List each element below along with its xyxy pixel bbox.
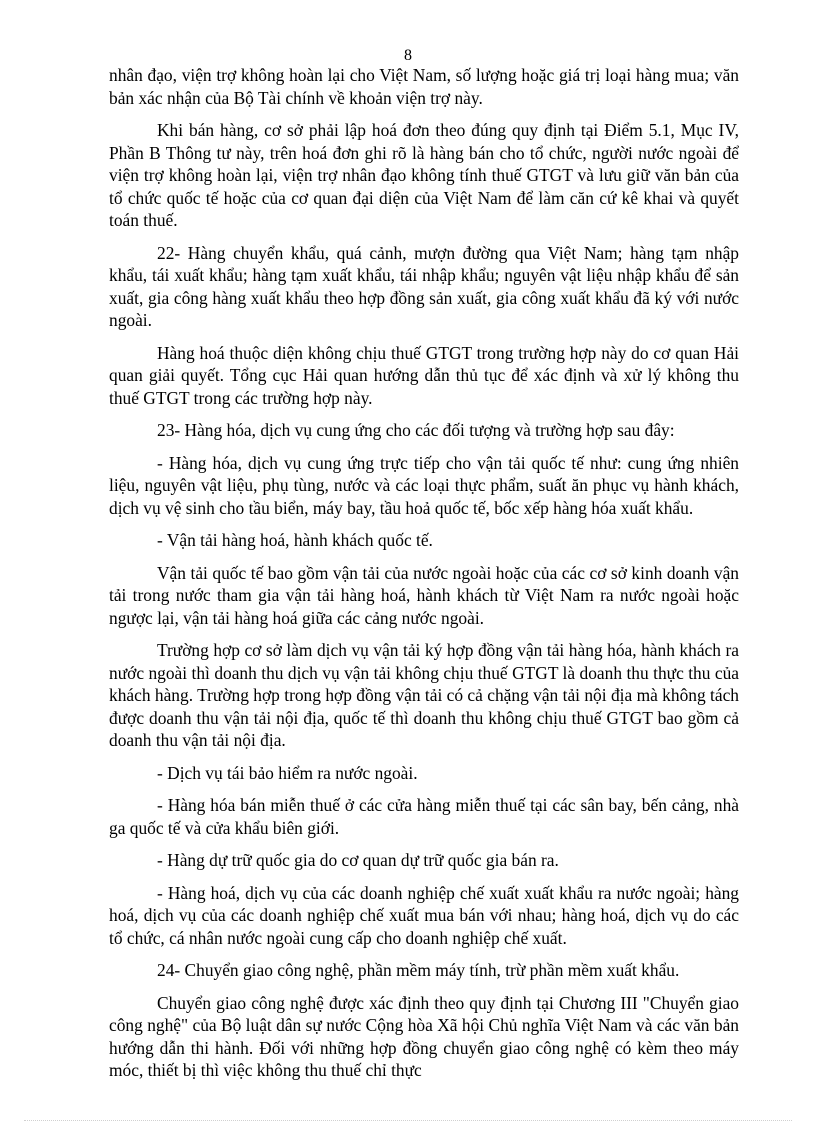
paragraph-customs: Hàng hoá thuộc diện không chịu thuế GTGT trong trường hợp này do cơ quan Hải quan giải quyết. Tổng cục Hải quan hướng dẫn thủ tục để xác định và xử lý không thu thuế GTGT trong các trường hợp này. — [109, 342, 739, 408]
paragraph-tech-transfer: Chuyển giao công nghệ được xác định theo quy định tại Chương III "Chuyển giao công nghệ" của Bộ luật dân sự nước Cộng hòa Xã hội Chủ nghĩa Việt Nam và các văn bản hướng dẫn thi hành. Đối với những hợp đồng chuyển giao công nghệ có kèm theo máy móc, thiết bị thì việc không thu thuế chỉ thực — [109, 992, 739, 1080]
paragraph-item-22: 22- Hàng chuyển khẩu, quá cảnh, mượn đường qua Việt Nam; hàng tạm nhập khẩu, tái xuất khẩu; hàng tạm xuất khẩu, tái nhập khẩu; nguyên vật liệu nhập khẩu để sản xuất, gia công hàng xuất khẩu theo hợp đồng sản xuất, gia công xuất khẩu đã ký với nước ngoài. — [109, 242, 739, 330]
bullet-reinsurance: - Dịch vụ tái bảo hiểm ra nước ngoài. — [157, 762, 418, 783]
bullet-intl-transport: - Vận tải hàng hoá, hành khách quốc tế. — [157, 530, 433, 550]
paragraph-continuation: nhân đạo, viện trợ không hoàn lại cho Việt Nam, số lượng hoặc giá trị loại hàng mua; văn bản xác nhận của Bộ Tài chính về khoản viện trợ này. — [109, 65, 739, 108]
bullet-intl-transport-supply: - Hàng hóa, dịch vụ cung ứng trực tiếp cho vận tải quốc tế như: cung ứng nhiên liệu, nguyên vật liệu, phụ tùng, nước và các loại thực phẩm, suất ăn phục vụ hành khách, dịch vụ vệ sinh cho tầu biển, máy bay, tầu hoả quốc tế, bốc xếp hàng hóa xuất khẩu. — [109, 452, 739, 518]
page-number: 8 — [404, 47, 412, 64]
paragraph-item-23: 23- Hàng hóa, dịch vụ cung ứng cho các đối tượng và trường hợp sau đây: — [157, 420, 675, 440]
page-content — [109, 64, 739, 1092]
bullet-duty-free: - Hàng hóa bán miễn thuế ở các cửa hàng miễn thuế tại các sân bay, bến cảng, nhà ga quốc tế và cửa khẩu biên giới. — [109, 795, 739, 838]
bullet-national-reserve: - Hàng dự trữ quốc gia do cơ quan dự trữ quốc gia bán ra. — [157, 850, 559, 870]
bullet-export-processing: - Hàng hoá, dịch vụ của các doanh nghiệp chế xuất xuất khẩu ra nước ngoài; hàng hoá, dịch vụ của các doanh nghiệp chế xuất mua bán với nhau; hàng hoá, dịch vụ do các tổ chức, cá nhân nước ngoài cung cấp cho doanh nghiệp chế xuất. — [109, 882, 739, 948]
page-bottom-divider — [24, 1120, 792, 1121]
paragraph-transport-revenue: Trường hợp cơ sở làm dịch vụ vận tải ký hợp đồng vận tải hàng hóa, hành khách ra nước ngoài thì doanh thu dịch vụ vận tải không chịu thuế GTGT là doanh thu thực thu của khách hàng. Trường hợp trong hợp đồng vận tải có cả chặng vận tải nội địa mà không tách được doanh thu vận tải nội địa, quốc tế thì doanh thu không chịu thuế GTGT bao gồm cả doanh thu vận tải nội địa. — [109, 640, 739, 750]
paragraph-invoice-rule: Khi bán hàng, cơ sở phải lập hoá đơn theo đúng quy định tại Điểm 5.1, Mục IV, Phần B Thông tư này, trên hoá đơn ghi rõ là hàng bán cho tổ chức, người nước ngoài để viện trợ không hoàn lại, viện trợ nhân đạo không tính thuế GTGT và lưu giữ văn bản của tổ chức quốc tế hoặc của cơ quan đại diện của Việt Nam để làm căn cứ kê khai và quyết toán thuế. — [109, 120, 739, 230]
paragraph-intl-transport-definition: Vận tải quốc tế bao gồm vận tải của nước ngoài hoặc của các cơ sở kinh doanh vận tải trong nước tham gia vận tải hàng hoá, hành khách từ Việt Nam ra nước ngoài hoặc ngược lại, vận tải hàng hoá giữa các cảng nước ngoài. — [109, 562, 739, 628]
paragraph-item-24: 24- Chuyển giao công nghệ, phần mềm máy tính, trừ phần mềm xuất khẩu. — [157, 960, 680, 980]
